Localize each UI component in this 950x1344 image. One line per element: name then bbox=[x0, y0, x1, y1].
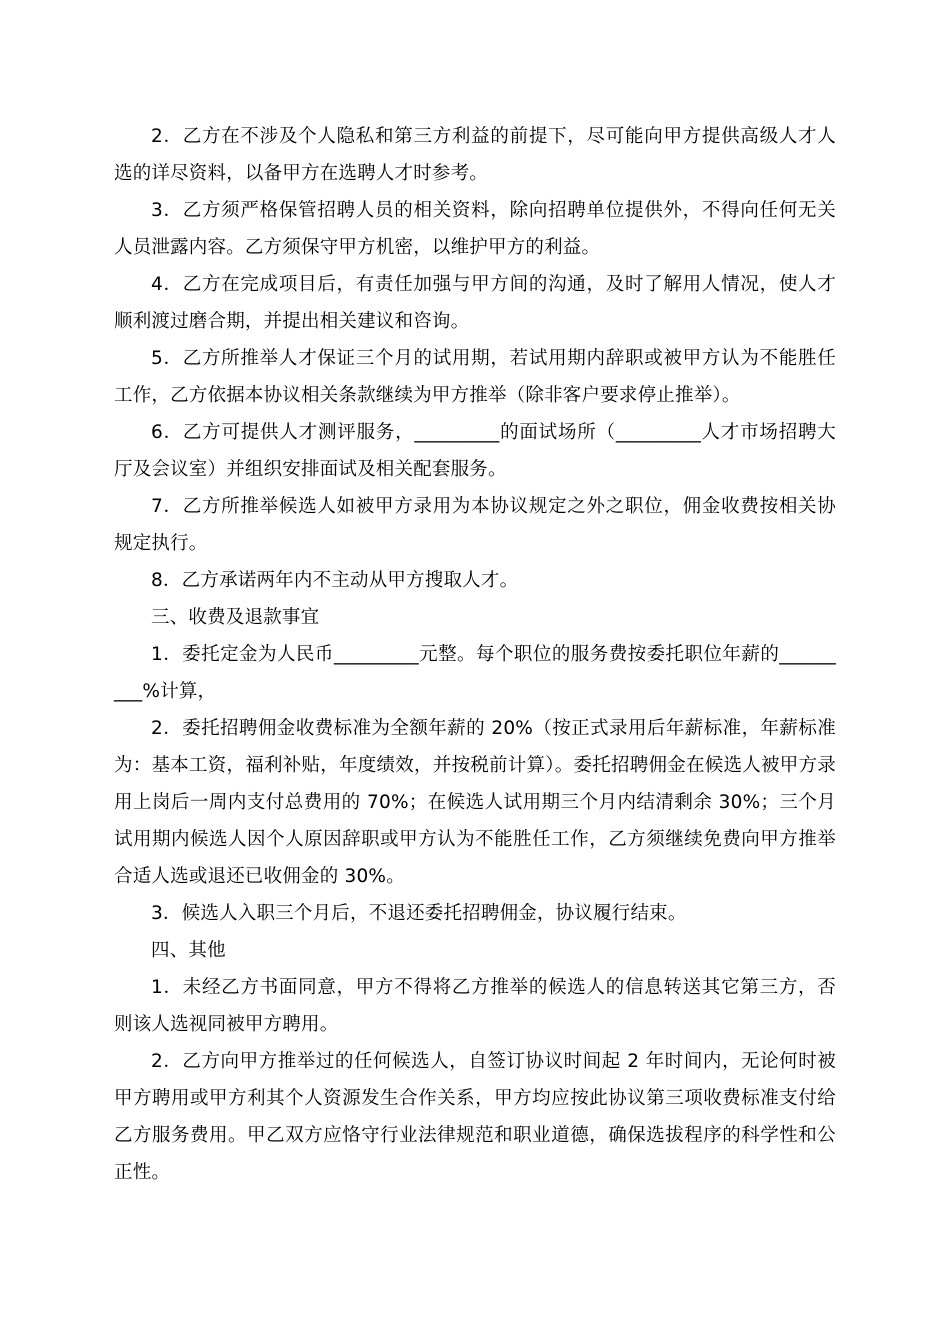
section-heading-fees: 三、收费及退款事宜 bbox=[151, 607, 320, 628]
clause-5-probation-guarantee: 5．乙方所推举人才保证三个月的试用期，若试用期内辞职或被甲方认为不能胜任工作，乙方依据本协议相关条款继续为甲方推举（除非客户要求停止推举）。 bbox=[114, 348, 836, 406]
fee-clause-2-commission: 2．委托招聘佣金收费标准为全额年薪的 20%（按正式录用后年薪标准，年薪标准为：基本工资，福利补贴，年度绩效，并按税前计算）。委托招聘佣金在候选人被甲方录用上岗后一周内支付总费用的 70%；在候选人试用期三个月内结清剩余 30%；三个月试用期内候选人因个人原因辞职或甲方认为不能胜任工作，乙方须继续免费向甲方推举合适人选或退还已收佣金的 30%。 bbox=[114, 718, 836, 887]
document-page bbox=[114, 118, 836, 1191]
other-clause-2-two-year-term: 2．乙方向甲方推举过的任何候选人，自签订协议时间起 2 年时间内，无论何时被甲方聘用或甲方利其个人资源发生合作关系，甲方均应按此协议第三项收费标准支付给乙方服务费用。甲乙双方应恪守行业法律规范和职业道德，确保选拔程序的科学性和公正性。 bbox=[114, 1051, 836, 1183]
section-heading-other: 四、其他 bbox=[151, 940, 226, 961]
clause-8-no-poaching: 8．乙方承诺两年内不主动从甲方搜取人才。 bbox=[151, 570, 519, 591]
fee-clause-3-no-refund: 3．候选人入职三个月后，不退还委托招聘佣金，协议履行结束。 bbox=[151, 903, 687, 924]
clause-3-confidentiality: 3．乙方须严格保管招聘人员的相关资料，除向招聘单位提供外，不得向任何无关人员泄露内容。乙方须保守甲方机密，以维护甲方的利益。 bbox=[114, 200, 836, 258]
fee-clause-1-deposit: 1．委托定金为人民币_________元整。每个职位的服务费按委托职位年薪的_________%计算， bbox=[114, 644, 836, 702]
clause-2-candidate-info: 2．乙方在不涉及个人隐私和第三方利益的前提下，尽可能向甲方提供高级人才人选的详尽资料，以备甲方在选聘人才时参考。 bbox=[114, 126, 836, 184]
clause-7-other-positions: 7．乙方所推举候选人如被甲方录用为本协议规定之外之职位，佣金收费按相关协规定执行。 bbox=[114, 496, 836, 554]
clause-6-assessment-service: 6．乙方可提供人才测评服务，_________的面试场所（_________人才市场招聘大厅及会议室）并组织安排面试及相关配套服务。 bbox=[114, 422, 836, 480]
other-clause-1-info-transfer: 1．未经乙方书面同意，甲方不得将乙方推举的候选人的信息转送其它第三方，否则该人选视同被甲方聘用。 bbox=[114, 977, 836, 1035]
clause-4-communication: 4．乙方在完成项目后，有责任加强与甲方间的沟通，及时了解用人情况，使人才顺利渡过磨合期，并提出相关建议和咨询。 bbox=[114, 274, 836, 332]
